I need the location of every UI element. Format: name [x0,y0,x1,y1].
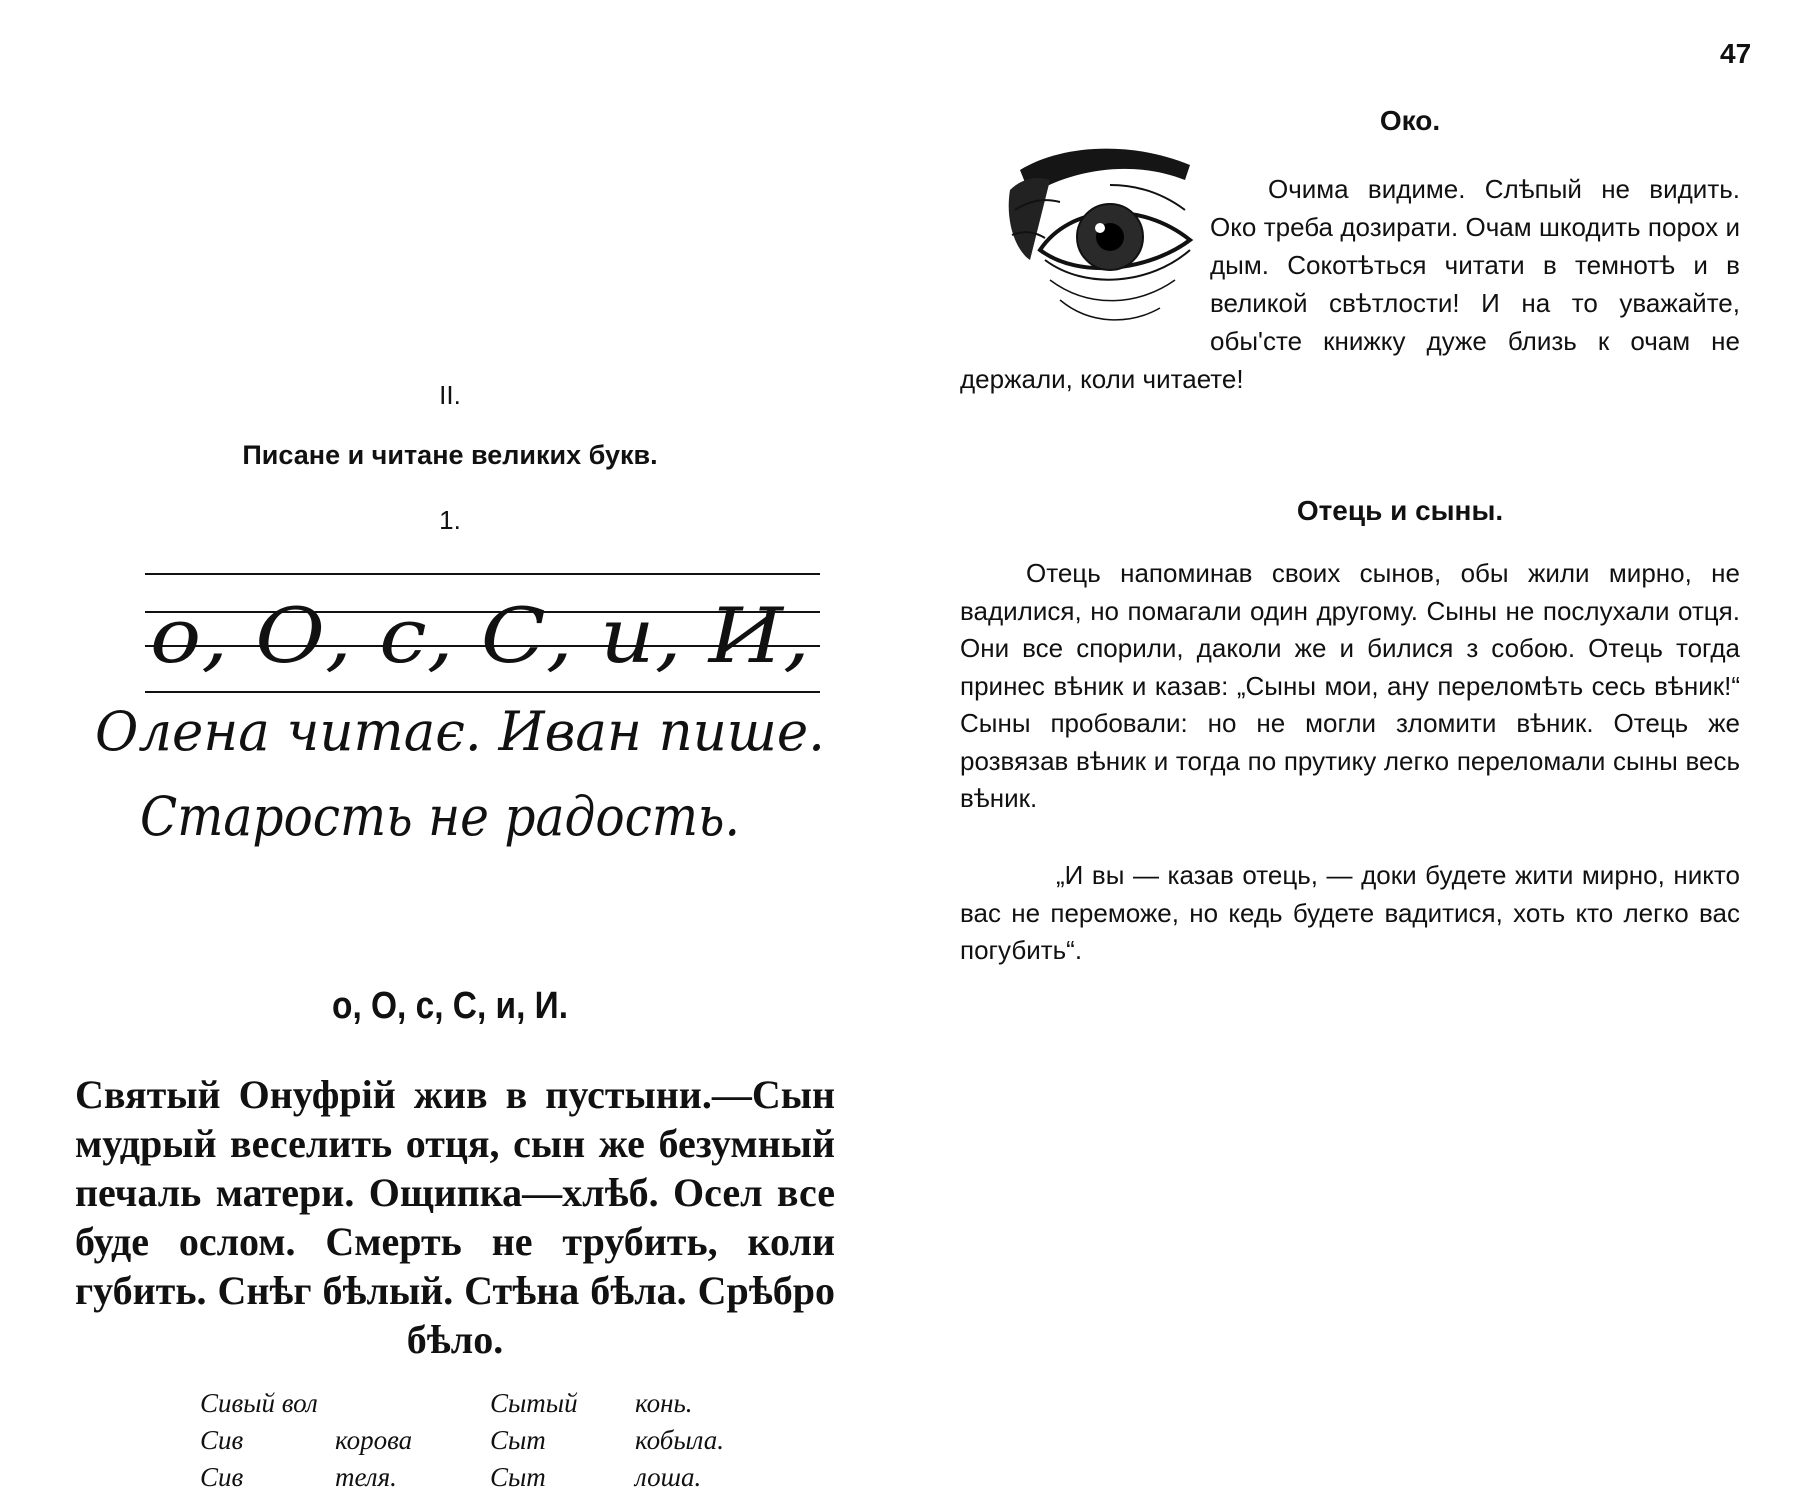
eye-icon [990,140,1210,340]
script-line-sentence2: Старость не радость. [140,785,740,848]
table-cell: Сыт [490,1425,546,1455]
oko-text: Очима видиме. Слѣпый не видить. Око треба дозирати. Очам шкодить порох и дым. Сокотѣться читати в темнотѣ и в великой свѣтлости! И на то уважайте, обы'сте книжку дуже близь к очам не держали, коли читаете! [960,174,1740,394]
page-number: 47 [1720,38,1752,69]
table-cell: кобыла. [635,1425,724,1455]
father-sons-paragraph-1: Отець напоминав своих сынов, обы жили мирно, не вадилися, но помагали один другому. Сыны не послухали отця. Они все спорили, даколи же и билися з собою. Отець тогда принес вѣник и казав: „Сыны мои, ану переломѣть сесь вѣник!“ Сыны пробовали: но не могли зломити вѣник. Отець же розвязав вѣник и тогда по прутику легко переломали сыны весь вѣник. [960,558,1740,813]
table-cell: Сив [200,1425,244,1455]
father-sons-paragraph-2: „И вы — казав отець, — доки будете жити мирно, никто вас не переможе, но кедь будете вадитися, хоть кто легко вас погубить“. [960,860,1740,965]
table-cell: конь. [635,1388,693,1418]
script-line-sentence1: Олена читає. Иван пише. [95,700,825,763]
table-cell: корова [335,1425,413,1455]
oko-title: Око. [1379,105,1441,136]
left-page [0,0,900,1500]
table-cell: теля. [335,1462,397,1492]
father-sons-title: Отець и сыны. [1296,495,1504,526]
section-title: Писане и читане великих букв. [242,440,658,470]
table-cell: Сыт [490,1462,546,1492]
handwriting-sample [60,550,840,870]
reading-paragraph: Святый Онуфрій жив в пустыни.—Сын мудрый веселить отця, сын же безумный печаль матери. Ощипка—хлѣб. Осел все буде ослом. Смерть не трубить, коли губить. Снѣг бѣлый. Стѣна бѣла. Срѣбро бѣло. [75,1072,835,1362]
table-cell: Сытый [490,1388,578,1418]
table-row [200,1385,724,1422]
script-line-letters: о, О, с, С, и, И, [150,591,810,680]
letters-heading: о, О, с, С, и, И. [332,985,568,1027]
table-cell: Сивый вол [200,1388,318,1418]
table-row [200,1422,724,1459]
right-page [960,0,1814,1500]
table-cell: лоша. [635,1462,702,1492]
word-table [200,1385,724,1496]
exercise-number: 1. [439,505,461,535]
table-cell: Сив [200,1462,244,1492]
section-number: II. [439,380,461,410]
table-row [200,1459,724,1496]
